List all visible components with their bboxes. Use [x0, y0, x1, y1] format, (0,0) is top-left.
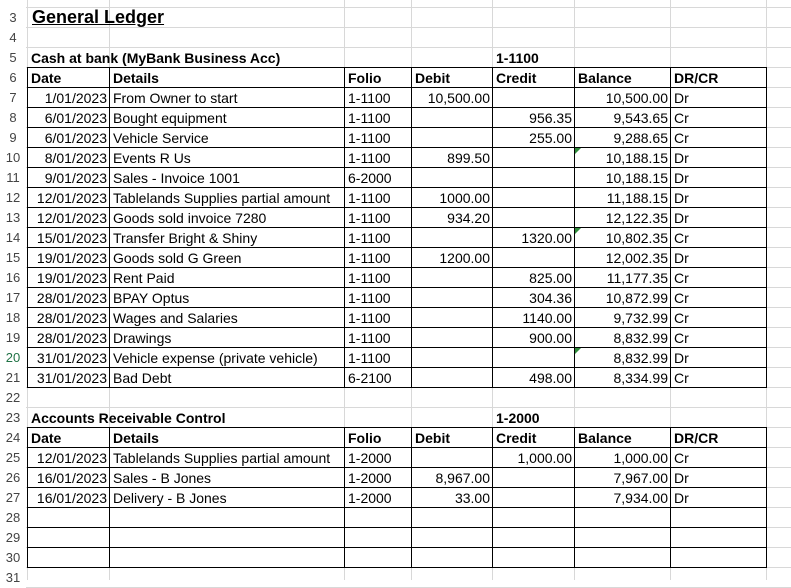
row-number[interactable]: 13	[0, 208, 26, 228]
table-border-v	[411, 427, 412, 568]
cell-balance[interactable]: 8,832.99	[613, 330, 668, 346]
row-number[interactable]: 6	[0, 68, 26, 88]
account-code[interactable]: 1-1100	[496, 50, 539, 66]
cell-folio[interactable]: 1-1100	[348, 330, 391, 346]
header-credit[interactable]: Credit	[496, 430, 537, 446]
cell-drcr[interactable]: Dr	[674, 210, 689, 226]
cell-drcr[interactable]: Cr	[674, 310, 689, 326]
cell-credit[interactable]	[493, 348, 575, 368]
cell-details[interactable]: Tablelands Supplies partial amount	[113, 190, 331, 206]
cell-debit[interactable]	[412, 288, 493, 308]
row-number[interactable]: 5	[0, 48, 26, 68]
cell-credit[interactable]: 1,000.00	[517, 450, 572, 466]
cell-credit[interactable]: 304.36	[529, 290, 572, 306]
cell-details[interactable]: Events R Us	[113, 150, 191, 166]
table-border-v	[411, 67, 412, 388]
row-number[interactable]: 20	[0, 348, 26, 368]
table-border-h	[27, 207, 767, 208]
cell-drcr[interactable]: Dr	[674, 90, 689, 106]
cell-details[interactable]: Delivery - B Jones	[113, 490, 227, 506]
cell-balance[interactable]: 10,500.00	[605, 90, 668, 106]
cell-balance[interactable]: 7,967.00	[613, 470, 668, 486]
row-number[interactable]: 22	[0, 388, 26, 408]
cell-credit[interactable]	[493, 168, 575, 188]
cell-details[interactable]: Goods sold G Green	[113, 250, 242, 266]
row-number[interactable]: 18	[0, 308, 26, 328]
cell-credit[interactable]: 900.00	[529, 330, 572, 346]
cell-debit[interactable]	[412, 128, 493, 148]
row-number[interactable]: 7	[0, 88, 26, 108]
row-number[interactable]: 12	[0, 188, 26, 208]
header-balance[interactable]: Balance	[578, 70, 632, 86]
table-border-h	[27, 87, 767, 88]
row-number[interactable]: 27	[0, 488, 26, 508]
cell-balance[interactable]: 11,188.15	[606, 190, 668, 206]
cell-details[interactable]: Sales - B Jones	[113, 470, 212, 486]
cell-details[interactable]: Bad Debt	[113, 370, 172, 386]
row-number[interactable]: 26	[0, 468, 26, 488]
row-number[interactable]: 31	[0, 568, 26, 588]
cell-details[interactable]: Goods sold invoice 7280	[113, 210, 267, 226]
header-date[interactable]: Date	[31, 430, 62, 446]
row-number[interactable]: 16	[0, 268, 26, 288]
table-border-h	[27, 67, 767, 68]
table-border-h	[27, 387, 767, 388]
error-indicator-icon[interactable]	[575, 348, 581, 354]
cell-drcr[interactable]: Dr	[674, 190, 689, 206]
cell-folio[interactable]: 1-2000	[348, 490, 392, 506]
table-border-h	[27, 327, 767, 328]
cell-date[interactable]: 12/01/2023	[36, 190, 107, 206]
table-border-v	[670, 427, 671, 568]
cell-date[interactable]: 19/01/2023	[36, 250, 107, 266]
cell-balance[interactable]: 9,732.99	[613, 310, 668, 326]
cell-debit[interactable]: 934.20	[447, 210, 490, 226]
cell-date[interactable]: 31/01/2023	[36, 350, 107, 366]
table-border-h	[27, 507, 767, 508]
cell-drcr[interactable]: Cr	[674, 450, 689, 466]
row-number[interactable]: 24	[0, 428, 26, 448]
cell-credit[interactable]	[493, 488, 575, 508]
cell-folio[interactable]: 1-2000	[348, 470, 392, 486]
header-folio[interactable]: Folio	[348, 430, 382, 446]
table-border-h	[27, 367, 767, 368]
header-debit[interactable]: Debit	[415, 70, 450, 86]
cell-balance[interactable]: 10,188.15	[605, 150, 668, 166]
table-border-h	[27, 527, 767, 528]
table-border-v	[27, 427, 28, 568]
table-border-v	[492, 67, 493, 388]
cell-folio[interactable]: 1-1100	[348, 350, 391, 366]
cell-credit[interactable]	[493, 468, 575, 488]
row-number[interactable]: 14	[0, 228, 26, 248]
header-folio[interactable]: Folio	[348, 70, 382, 86]
cell-credit[interactable]: 498.00	[529, 370, 572, 386]
cell-date[interactable]: 28/01/2023	[36, 330, 107, 346]
row-number[interactable]: 11	[0, 168, 26, 188]
cell-drcr[interactable]: Cr	[674, 330, 689, 346]
header-details[interactable]: Details	[113, 70, 159, 86]
cell-date[interactable]: 12/01/2023	[36, 210, 107, 226]
cell-balance[interactable]: 1,000.00	[613, 450, 668, 466]
cell-drcr[interactable]: Cr	[674, 270, 689, 286]
cell-folio[interactable]: 6-2100	[348, 370, 392, 386]
cell-drcr[interactable]: Dr	[674, 470, 689, 486]
cell-details[interactable]: Sales - Invoice 1001	[113, 170, 240, 186]
cell-details[interactable]: BPAY Optus	[113, 290, 190, 306]
cell-debit[interactable]	[412, 308, 493, 328]
cell-date[interactable]: 15/01/2023	[36, 230, 107, 246]
table-border-h	[27, 287, 767, 288]
error-indicator-icon[interactable]	[575, 228, 581, 234]
cell-drcr[interactable]: Cr	[674, 290, 689, 306]
table-border-v	[344, 67, 345, 388]
cell-folio[interactable]: 1-1100	[348, 110, 391, 126]
cell-date[interactable]: 8/01/2023	[44, 150, 107, 166]
cell-balance[interactable]: 12,002.35	[605, 250, 668, 266]
cell-credit[interactable]: 825.00	[529, 270, 572, 286]
cell-debit[interactable]	[412, 348, 493, 368]
header-balance[interactable]: Balance	[578, 430, 632, 446]
header-credit[interactable]: Credit	[496, 70, 537, 86]
cell-debit[interactable]	[412, 108, 493, 128]
header-details[interactable]: Details	[113, 430, 159, 446]
cell-date[interactable]: 16/01/2023	[36, 490, 107, 506]
table-border-h	[27, 107, 767, 108]
table-border-h	[27, 187, 767, 188]
row-number[interactable]: 30	[0, 548, 26, 568]
header-drcr[interactable]: DR/CR	[674, 70, 719, 86]
row-number[interactable]: 29	[0, 528, 26, 548]
cell-debit[interactable]: 899.50	[447, 150, 490, 166]
table-border-h	[27, 347, 767, 348]
row-number[interactable]: 3	[0, 8, 26, 28]
cell-date[interactable]: 16/01/2023	[36, 470, 107, 486]
cell-debit[interactable]: 1200.00	[439, 250, 490, 266]
cell-drcr[interactable]: Dr	[674, 490, 689, 506]
row-number[interactable]: 21	[0, 368, 26, 388]
table-border-h	[27, 227, 767, 228]
cell-details[interactable]: Vehicle expense (private vehicle)	[113, 350, 318, 366]
table-border-h	[27, 547, 767, 548]
table-border-h	[27, 267, 767, 268]
table-border-h	[27, 567, 767, 568]
cell-credit[interactable]	[493, 88, 575, 108]
header-drcr[interactable]: DR/CR	[674, 430, 719, 446]
row-number[interactable]: 8	[0, 108, 26, 128]
table-border-v	[670, 67, 671, 388]
cell-drcr[interactable]: Cr	[674, 230, 689, 246]
cell-balance[interactable]: 9,543.65	[613, 110, 668, 126]
table-border-v	[109, 427, 110, 568]
section-heading[interactable]: Cash at bank (MyBank Business Acc)	[31, 50, 281, 66]
cell-debit[interactable]	[412, 448, 493, 468]
cell-debit[interactable]	[412, 168, 493, 188]
cell-folio[interactable]: 1-1100	[348, 270, 391, 286]
row-number[interactable]: 17	[0, 288, 26, 308]
table-border-h	[27, 147, 767, 148]
cell-balance[interactable]: 10,802.35	[605, 230, 668, 246]
cell-debit[interactable]	[412, 268, 493, 288]
table-border-v	[574, 427, 575, 568]
cell-details[interactable]: Vehicle Service	[113, 130, 209, 146]
cell-debit[interactable]: 1000.00	[439, 190, 490, 206]
header-date[interactable]: Date	[31, 70, 62, 86]
cell-debit[interactable]	[412, 368, 493, 388]
header-debit[interactable]: Debit	[415, 430, 450, 446]
row-number[interactable]: 19	[0, 328, 26, 348]
cell-folio[interactable]: 1-2000	[348, 450, 392, 466]
row-number[interactable]: 4	[0, 28, 26, 48]
cell-balance[interactable]: 10,872.99	[605, 290, 668, 306]
table-border-h	[27, 127, 767, 128]
account-code[interactable]: 1-2000	[496, 410, 540, 426]
cell-details[interactable]: Transfer Bright & Shiny	[113, 230, 258, 246]
cell-folio[interactable]: 1-1100	[348, 230, 391, 246]
ledger-title[interactable]: General Ledger	[32, 7, 165, 27]
cell-credit[interactable]: 1320.00	[521, 230, 572, 246]
cell-debit[interactable]	[412, 328, 493, 348]
cell-date[interactable]: 1/01/2023	[44, 90, 107, 106]
cell-details[interactable]: Tablelands Supplies partial amount	[113, 450, 331, 466]
error-indicator-icon[interactable]	[575, 148, 581, 154]
cell-details[interactable]: Rent Paid	[113, 270, 175, 286]
row-number[interactable]: 10	[0, 148, 26, 168]
table-border-h	[27, 427, 767, 428]
row-number[interactable]: 9	[0, 128, 26, 148]
cell-details[interactable]: From Owner to start	[113, 90, 238, 106]
table-border-v	[109, 67, 110, 388]
cell-drcr[interactable]: Cr	[674, 110, 689, 126]
cell-debit[interactable]: 10,500.00	[427, 90, 490, 106]
row-number[interactable]: 23	[0, 408, 26, 428]
cell-drcr[interactable]: Cr	[674, 130, 689, 146]
table-border-h	[27, 247, 767, 248]
cell-date[interactable]: 28/01/2023	[36, 310, 107, 326]
cell-date[interactable]: 31/01/2023	[36, 370, 107, 386]
cell-drcr[interactable]: Dr	[674, 350, 689, 366]
cell-date[interactable]: 19/01/2023	[36, 270, 107, 286]
cell-folio[interactable]: 1-1100	[348, 150, 391, 166]
table-border-v	[27, 67, 28, 388]
table-border-v	[766, 67, 767, 388]
cell-date[interactable]: 6/01/2023	[44, 110, 107, 126]
cell-balance[interactable]: 9,288.65	[613, 130, 668, 146]
table-border-v	[492, 427, 493, 568]
cell-balance[interactable]: 8,832.99	[613, 350, 668, 366]
cell-folio[interactable]: 6-2000	[348, 170, 392, 186]
row-number[interactable]: 15	[0, 248, 26, 268]
row-number[interactable]: 25	[0, 448, 26, 468]
cell-credit[interactable]: 1140.00	[522, 310, 572, 326]
row-number[interactable]: 28	[0, 508, 26, 528]
cell-date[interactable]: 9/01/2023	[44, 170, 107, 186]
cell-folio[interactable]: 1-1100	[348, 250, 391, 266]
table-border-h	[27, 467, 767, 468]
table-border-v	[344, 427, 345, 568]
cell-debit[interactable]: 8,967.00	[435, 470, 490, 486]
table-border-h	[27, 487, 767, 488]
cell-folio[interactable]: 1-1100	[348, 90, 391, 106]
cell-folio[interactable]: 1-1100	[348, 190, 391, 206]
cell-credit[interactable]	[493, 188, 575, 208]
section-heading[interactable]: Accounts Receivable Control	[31, 410, 226, 426]
cell-credit[interactable]	[493, 208, 575, 228]
cell-debit[interactable]	[412, 228, 493, 248]
cell-balance[interactable]: 7,934.00	[613, 490, 668, 506]
cell-folio[interactable]: 1-1100	[348, 130, 391, 146]
cell-balance[interactable]: 8,334.99	[613, 370, 668, 386]
cell-folio[interactable]: 1-1100	[348, 290, 391, 306]
cell-details[interactable]: Drawings	[113, 330, 172, 346]
cell-balance[interactable]: 10,188.15	[605, 170, 668, 186]
cell-debit[interactable]: 33.00	[454, 490, 490, 506]
cell-date[interactable]: 28/01/2023	[36, 290, 107, 306]
cell-drcr[interactable]: Dr	[674, 150, 689, 166]
cell-details[interactable]: Bought equipment	[113, 110, 227, 126]
cell-date[interactable]: 12/01/2023	[36, 450, 107, 466]
cell-credit[interactable]	[493, 248, 575, 268]
cell-balance[interactable]: 11,177.35	[606, 270, 668, 286]
cell-drcr[interactable]: Cr	[674, 370, 689, 386]
cell-credit[interactable]	[493, 148, 575, 168]
cell-drcr[interactable]: Dr	[674, 250, 689, 266]
cell-details[interactable]: Wages and Salaries	[113, 310, 238, 326]
cell-credit[interactable]: 956.35	[529, 110, 572, 126]
table-border-h	[27, 307, 767, 308]
cell-folio[interactable]: 1-1100	[348, 210, 391, 226]
table-border-v	[766, 427, 767, 568]
cell-credit[interactable]: 255.00	[529, 130, 572, 146]
cell-drcr[interactable]: Dr	[674, 170, 689, 186]
cell-folio[interactable]: 1-1100	[348, 310, 391, 326]
cell-date[interactable]: 6/01/2023	[44, 130, 107, 146]
table-border-h	[27, 447, 767, 448]
cell-balance[interactable]: 12,122.35	[605, 210, 668, 226]
table-border-h	[27, 167, 767, 168]
